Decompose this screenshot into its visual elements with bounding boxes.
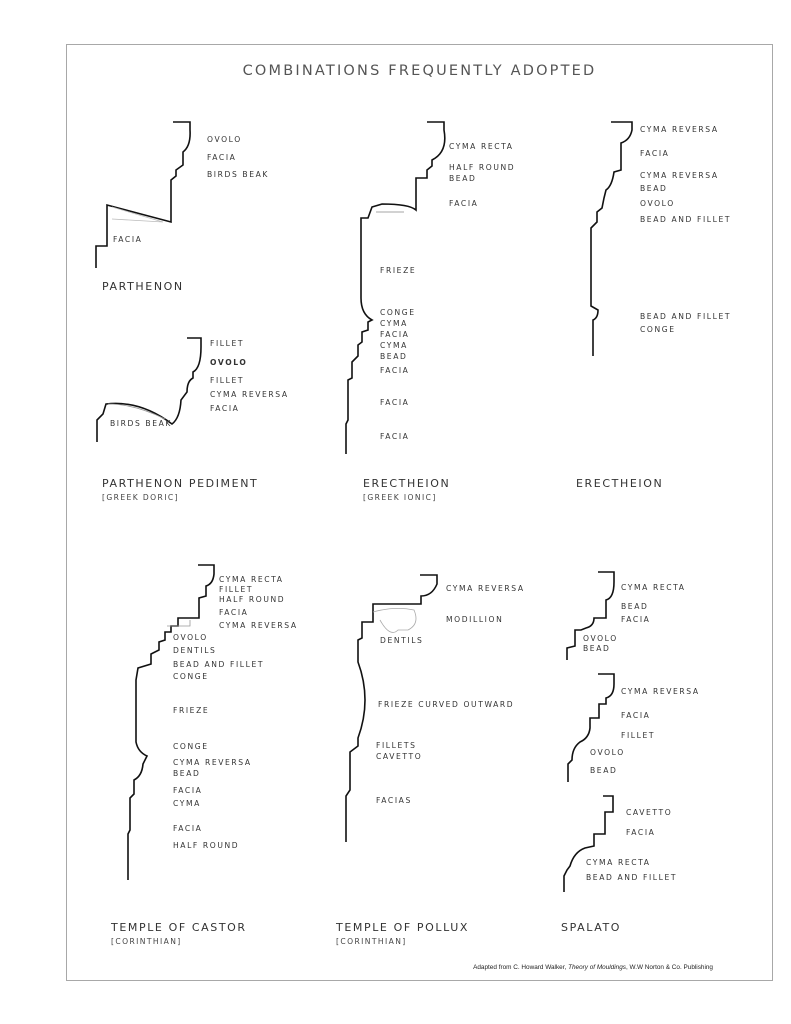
name-erectheion-ionic: ERECTHEION [363,477,451,490]
label-castor-facia-2: FACIA [173,786,203,795]
credit-suffix: , W.W Norton & Co. Publishing [625,964,713,971]
label-ionic-half-round: HALF ROUND [449,163,516,172]
label-pollux-modillion: MODILLION [446,615,504,624]
label-spalato-fillet: FILLET [621,731,656,740]
profile-erectheion [591,122,632,356]
label-castor-bead: BEAD [173,769,201,778]
label-spalato-facia: FACIA [621,615,651,624]
label-ionic-facia-5: FACIA [380,432,410,441]
label-erectheion-cyma-reversa: CYMA REVERSA [640,125,719,134]
label-pollux-fillets: FILLETS [376,741,417,750]
label-castor-half-round: HALF ROUND [219,595,286,604]
label-castor-conge-2: CONGE [173,742,209,751]
label-erectheion-bead-fillet-2: BEAD AND FILLET [640,312,732,321]
page-title: COMBINATIONS FREQUENTLY ADOPTED [242,63,597,79]
label-castor-dentils: DENTILS [173,646,217,655]
label-pollux-frieze: FRIEZE CURVED OUTWARD [378,700,515,709]
label-ionic-facia-4: FACIA [380,398,410,407]
sub-parthenon-pediment: [GREEK DORIC] [102,493,179,502]
label-erectheion-ovolo: OVOLO [640,199,675,208]
label-castor-cyma-reversa-2: CYMA REVERSA [173,758,252,767]
label-parthenon-facia: FACIA [207,153,237,162]
label-spalato-ovolo-2: OVOLO [590,748,625,757]
label-castor-conge: CONGE [173,672,209,681]
label-erectheion-bead-fillet: BEAD AND FILLET [640,215,732,224]
label-ionic-cyma: CYMA [380,319,408,328]
label-ionic-facia-3: FACIA [380,366,410,375]
label-castor-cyma: CYMA [173,799,201,808]
profile-parthenon [96,122,190,268]
name-erectheion: ERECTHEION [576,477,664,490]
name-parthenon-pediment: PARTHENON PEDIMENT [102,477,259,490]
name-parthenon: PARTHENON [102,280,184,293]
label-pediment-fillet-2: FILLET [210,376,245,385]
label-spalato-facia-3: FACIA [626,828,656,837]
label-pediment-cyma-reversa: CYMA REVERSA [210,390,289,399]
label-castor-frieze: FRIEZE [173,706,210,715]
label-pediment-birds-beak: BIRDS BEAK [110,419,172,428]
label-pediment-ovolo: OVOLO [210,358,248,367]
label-spalato-cavetto: CAVETTO [626,808,673,817]
label-pollux-cavetto: CAVETTO [376,752,423,761]
label-castor-half-round-2: HALF ROUND [173,841,240,850]
label-pediment-facia: FACIA [210,404,240,413]
label-pediment-fillet: FILLET [210,339,245,348]
name-temple-of-pollux: TEMPLE OF POLLUX [336,921,470,934]
label-spalato-bead-3: BEAD [590,766,618,775]
label-parthenon-birds-beak: BIRDS BEAK [207,170,269,179]
label-erectheion-cyma-reversa-2: CYMA REVERSA [640,171,719,180]
label-parthenon-facia-lower: FACIA [113,235,143,244]
label-pollux-facias: FACIAS [376,796,412,805]
label-parthenon-ovolo: OVOLO [207,135,242,144]
name-spalato: SPALATO [561,921,622,934]
credit-book: Theory of Mouldings [568,964,626,971]
label-pollux-dentils: DENTILS [380,636,424,645]
label-castor-facia: FACIA [219,608,249,617]
label-spalato-cyma-recta-2: CYMA RECTA [586,858,651,867]
label-ionic-frieze: FRIEZE [380,266,417,275]
label-pollux-cyma-reversa: CYMA REVERSA [446,584,525,593]
name-temple-of-castor: TEMPLE OF CASTOR [111,921,247,934]
sub-temple-of-pollux: [CORINTHIAN] [336,937,407,946]
label-spalato-bead: BEAD [621,602,649,611]
sub-erectheion-ionic: [GREEK IONIC] [363,493,437,502]
label-erectheion-conge: CONGE [640,325,676,334]
label-castor-facia-3: FACIA [173,824,203,833]
label-spalato-ovolo: OVOLO [583,634,618,643]
label-ionic-cyma-recta: CYMA RECTA [449,142,514,151]
label-castor-cyma-recta: CYMA RECTA [219,575,284,584]
credit-line [473,964,713,971]
label-ionic-facia-2: FACIA [380,330,410,339]
label-ionic-facia: FACIA [449,199,479,208]
label-castor-fillet: FILLET [219,585,254,594]
label-erectheion-bead: BEAD [640,184,668,193]
label-castor-bead-fillet: BEAD AND FILLET [173,660,265,669]
label-spalato-cyma-reversa: CYMA REVERSA [621,687,700,696]
label-spalato-bead-2: BEAD [583,644,611,653]
sub-temple-of-castor: [CORINTHIAN] [111,937,182,946]
credit-prefix: Adapted from C. Howard Walker, [473,964,569,971]
label-ionic-bead-2: BEAD [380,352,408,361]
label-castor-ovolo: OVOLO [173,633,208,642]
label-spalato-facia-2: FACIA [621,711,651,720]
label-spalato-cyma-recta: CYMA RECTA [621,583,686,592]
label-spalato-bead-fillet: BEAD AND FILLET [586,873,678,882]
label-ionic-conge: CONGE [380,308,416,317]
label-ionic-bead: BEAD [449,174,477,183]
label-ionic-cyma-2: CYMA [380,341,408,350]
label-erectheion-facia: FACIA [640,149,670,158]
label-castor-cyma-reversa: CYMA REVERSA [219,621,298,630]
